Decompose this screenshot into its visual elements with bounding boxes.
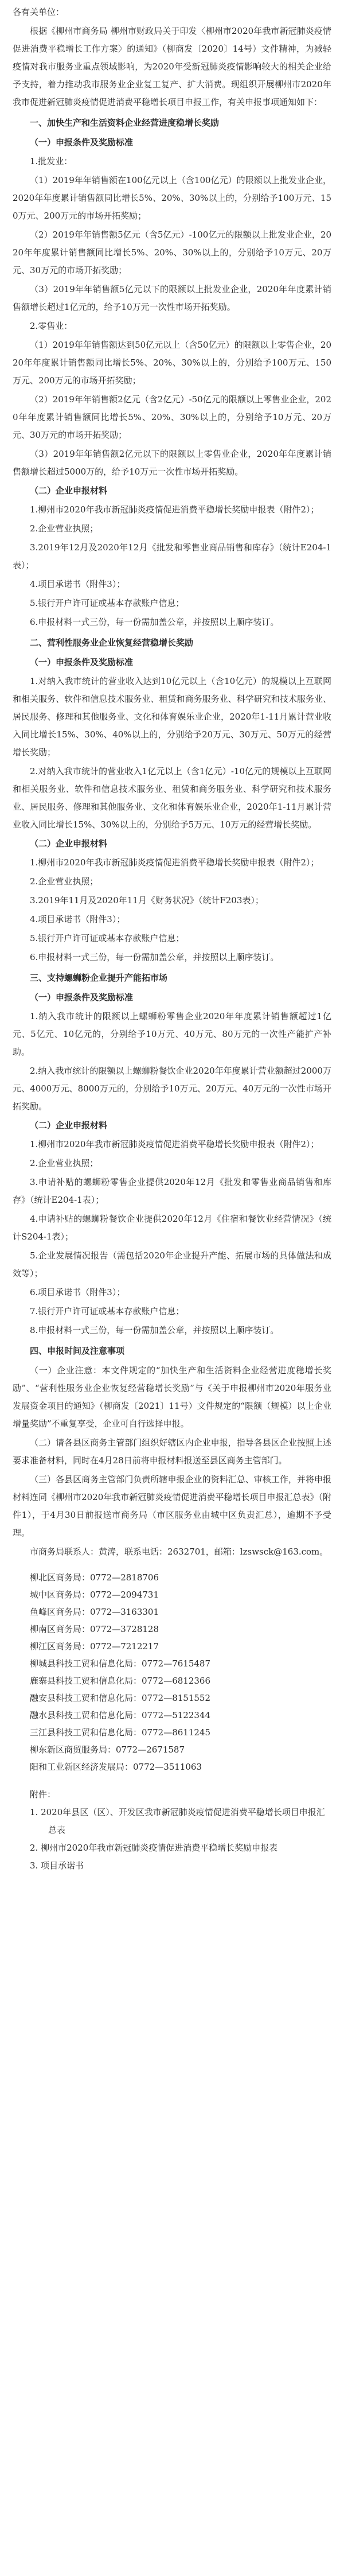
body-paragraph: 1.纳入我市统计的限额以上螺蛳粉零售企业2020年年度累计销售额超过1亿元、5亿元、10亿元的，分别给予10万元、40万元、80万元的一次性产能扩产补助。 xyxy=(13,1011,331,1057)
attachment-item: 2. 柳州市2020年我市新冠肺炎疫情促进消费平稳增长奖励申报表 xyxy=(30,1843,278,1853)
subsection-heading: （二）企业申报材料 xyxy=(30,838,108,849)
contact-row xyxy=(13,1586,331,1603)
body-paragraph: （二）请各县区商务主管部门组织好辖区内企业申报，指导各县区企业按照上述要求准备材料，同时在4月28日前将申报材料报送至县区商务主管部门。 xyxy=(13,1437,331,1466)
section-heading: 三、支持螺蛳粉企业提升产能拓市场 xyxy=(30,973,168,983)
contact-label: 柳东新区商贸服务局： xyxy=(30,1744,116,1755)
subsection-heading: （二）企业申报材料 xyxy=(30,1120,108,1130)
body-paragraph: 5.银行开户许可证或基本存款账户信息； xyxy=(30,598,185,608)
body-paragraph: 8.申报材料一式三份，每一份需加盖公章，并按照以上顺序装订。 xyxy=(30,1325,279,1335)
contact-row xyxy=(13,1707,331,1724)
attachment-item: 1. 2020年县区（区）、开发区我市新冠肺炎疫情促进消费平稳增长项目申报汇总表 xyxy=(30,1807,325,1835)
subsection-heading: （二）企业申报材料 xyxy=(30,485,108,496)
body-paragraph: 4.申请补贴的螺蛳粉餐饮企业提供2020年12月《住宿和餐饮业经营情况》（统计S204-1表）； xyxy=(13,1214,331,1242)
contact-list xyxy=(13,1569,331,1775)
contact-phone: 0772—7212217 xyxy=(90,1641,159,1652)
contact-label: 鱼峰区商务局： xyxy=(30,1607,91,1617)
contact-row xyxy=(13,1621,331,1638)
body-paragraph: 5.银行开户许可证或基本存款账户信息； xyxy=(30,933,185,943)
contact-label: 鹿寨县科技工贸和信息化局： xyxy=(30,1676,142,1686)
contact-label: 柳南区商务局： xyxy=(30,1624,91,1634)
body-paragraph: 6.申报材料一式三份，每一份需加盖公章，并按照以上顺序装订。 xyxy=(30,952,279,962)
contact-label: 城中区商务局： xyxy=(30,1590,91,1600)
contact-phone: 0772—3728128 xyxy=(90,1624,159,1634)
contact-label: 柳江区商务局： xyxy=(30,1641,91,1652)
contact-phone: 0772—2818706 xyxy=(90,1572,159,1583)
contact-row xyxy=(13,1758,331,1775)
body-paragraph: （一）企业注意：本文件规定的“加快生产和生活资料企业经营进度稳增长奖励”、“营利性服务业企业恢复经营稳增长奖励”与《关于申报柳州市2020年服务业发展资金项目的通知》（柳商发〔2021〕11号）文件规定的“限额（规模）以上企业增量奖励”不重复享受，企业可自行选择申报。 xyxy=(13,1365,331,1429)
body-paragraph: （三）各县区商务主管部门负责所辖申报企业的资料汇总、审核工作，并将申报材料连同《柳州市2020年我市新冠肺炎疫情促进消费平稳增长项目申报汇总表》（附件1），于4月30日前报送市商务局（市区服务业由城中区负责汇总），逾期不予受理。 xyxy=(13,1474,331,1538)
contact-phone: 0772—2671587 xyxy=(116,1744,185,1755)
attachments-label: 附件： xyxy=(30,1789,56,1800)
contact-row xyxy=(13,1724,331,1741)
contact-phone: 0772—2094731 xyxy=(90,1590,159,1600)
body-paragraph: 7.银行开户许可证或基本存款账户信息； xyxy=(30,1306,185,1316)
body-paragraph: 2.纳入我市统计的限额以上螺蛳粉餐饮企业2020年年度累计营业额超过2000万元、4000万元、8000万元的，分别给予10万元、20万元、40万元的一次性市场开拓奖励。 xyxy=(13,1066,331,1112)
section-heading: 四、申报时间及注意事项 xyxy=(30,1346,125,1356)
body-paragraph: 4.项目承诺书（附件3）； xyxy=(30,914,126,924)
contact-row xyxy=(13,1741,331,1758)
contact-label: 柳北区商务局： xyxy=(30,1572,91,1583)
body-paragraph: 2.企业营业执照； xyxy=(30,1158,99,1168)
contact-label: 柳城县科技工贸和信息化局： xyxy=(30,1658,142,1669)
section-heading: 一、加快生产和生活资料企业经营进度稳增长奖励 xyxy=(30,118,220,128)
body-paragraph: （2）2019年年销售额2亿元（含2亿元）-50亿元的限额以上零售业企业，2020年年度累计销售额同比增长5%、20%、30%以上的，分别给予10万元、20万元、30万元的市场开拓奖励； xyxy=(13,394,331,440)
body-paragraph: 3.申请补贴的螺蛳粉零售企业提供2020年12月《批发和零售业商品销售和库存》（统计E204-1表）； xyxy=(13,1177,331,1205)
contact-label: 融水县科技工贸和信息化局： xyxy=(30,1710,142,1720)
body-paragraph: 2.企业营业执照； xyxy=(30,523,99,534)
contact-label: 融安县科技工贸和信息化局： xyxy=(30,1693,142,1703)
body-paragraph: 1.柳州市2020年我市新冠肺炎疫情促进消费平稳增长奖励申报表（附件2）； xyxy=(30,1139,319,1149)
body-paragraph: （3）2019年年销售额2亿元以下的限额以上零售业企业，2020年年度累计销售额增长超过5000万的，给予10万元一次性市场开拓奖励。 xyxy=(13,449,331,477)
contact-row xyxy=(13,1569,331,1586)
body-paragraph: 1.柳州市2020年我市新冠肺炎疫情促进消费平稳增长奖励申报表（附件2）； xyxy=(30,504,319,515)
body-paragraph: （1）2019年年销售额在100亿元以上（含100亿元）的限额以上批发业企业，2020年年度累计销售额同比增长5%、20%、30%以上的，分别给予100万元、150万元、200万元的市场开拓奖励； xyxy=(13,175,331,221)
contact-label: 三江县科技工贸和信息化局： xyxy=(30,1727,142,1738)
contact-row xyxy=(13,1603,331,1621)
contact-row xyxy=(13,1672,331,1689)
contact-phone: 0772—6812366 xyxy=(142,1676,210,1686)
contact-phone: 0772—3163301 xyxy=(90,1607,159,1617)
document-body xyxy=(13,114,331,1542)
section-heading: 二、营利性服务业企业恢复经营稳增长奖励 xyxy=(30,638,194,648)
body-paragraph: （3）2019年年销售额5亿元以下的限额以上批发业企业，2020年年度累计销售额增长超过1亿元的，给予10万元一次性市场开拓奖励。 xyxy=(13,284,331,312)
attachment-list xyxy=(13,1804,331,1875)
body-paragraph: 4.项目承诺书（附件3）； xyxy=(30,579,126,589)
body-paragraph: （2）2019年年销售额5亿元（含5亿元）-100亿元的限额以上批发业企业，2020年年度累计销售额同比增长5%、20%、30%以上的，分别给予10万元、20万元、30万元的市场开拓奖励； xyxy=(13,230,331,275)
contact-label: 阳和工业新区经济发展局： xyxy=(30,1762,134,1772)
body-paragraph: 2.企业营业执照； xyxy=(30,876,99,887)
contact-row xyxy=(13,1655,331,1672)
contact-row xyxy=(13,1689,331,1707)
body-paragraph: （1）2019年年销售额达到50亿元以上（含50亿元）的限额以上零售企业，2020年年度累计销售额同比增长5%、20%、30%以上的，分别给予100万元、150万元、200万元的市场开拓奖励； xyxy=(13,340,331,386)
contact-phone: 0772—8151552 xyxy=(142,1693,210,1703)
attachment-item: 3. 项目承诺书 xyxy=(30,1860,84,1871)
body-paragraph: 3.2019年11月及2020年11月《财务状况》（统计F203表）； xyxy=(30,895,264,906)
salutation: 各有关单位： xyxy=(13,7,65,17)
group-title: 1.批发业： xyxy=(30,156,73,166)
subsection-heading: （一）申报条件及奖励标准 xyxy=(30,992,134,1003)
contact-phone: 0772—5122344 xyxy=(142,1710,210,1720)
contact-phone: 0772—7615487 xyxy=(142,1658,210,1669)
body-paragraph: 6.申报材料一式三份，每一份需加盖公章，并按照以上顺序装订。 xyxy=(30,617,279,627)
subsection-heading: （一）申报条件及奖励标准 xyxy=(30,137,134,147)
body-paragraph: 1.柳州市2020年我市新冠肺炎疫情促进消费平稳增长奖励申报表（附件2）； xyxy=(30,857,319,868)
body-paragraph: 6.项目承诺书（附件3）； xyxy=(30,1287,126,1297)
intro-paragraph: 根据《柳州市商务局 柳州市财政局关于印发〈柳州市2020年我市新冠肺炎疫情促进消费平稳增长工作方案〉的通知》（柳商发〔2020〕14号）文件精神，为减轻疫情对我市服务业重点领域影响，为2020年受新冠肺炎疫情影响较大的相关企业给予支持，着力推动我市服务业企业复工复产、扩大消费。现组织开展柳州市2020年我市促进新冠肺炎疫情促进消费平稳增长项目申报工作，有关申报事项通知如下： xyxy=(13,26,331,107)
contact-phone: 0772—3511063 xyxy=(133,1762,202,1772)
contact-phone: 0772—8611245 xyxy=(142,1727,210,1738)
closing-contact-line: 市商务局联系人：黄涛，联系电话：2632701，邮箱：lzswsck@163.com。 xyxy=(30,1547,329,1557)
body-paragraph: 5.企业发展情况报告（需包括2020年企业提升产能、拓展市场的具体做法和成效等）； xyxy=(13,1250,331,1279)
contact-row xyxy=(13,1638,331,1655)
subsection-heading: （一）申报条件及奖励标准 xyxy=(30,657,134,667)
body-paragraph: 2.对纳入我市统计的营业收入1亿元以上（含1亿元）-10亿元的规模以上互联网和相关服务业、软件和信息技术服务业、租赁和商务服务业、科学研究和技术服务业、居民服务、修理和其他服务业、文化和体育娱乐业企业，2020年1-11月累计营业收入同比增长15%、30%以上的，分别给予5万元、10万元的经营增长奖励。 xyxy=(13,766,331,830)
body-paragraph: 1.对纳入我市统计的营业收入达到10亿元以上（含10亿元）的规模以上互联网和相关服务、软件和信息技术服务业、租赁和商务服务业、科学研究和技术服务业、居民服务、修理和其他服务业、文化和体育娱乐业企业，2020年1-11月累计营业收入同比增长15%、30%、40%以上的，分别给予20万元、30万元、50万元的经营增长奖励； xyxy=(13,676,331,757)
body-paragraph: 3.2019年12月及2020年12月《批发和零售业商品销售和库存》（统计E204-1表）； xyxy=(13,542,331,570)
group-title: 2.零售业： xyxy=(30,321,73,331)
